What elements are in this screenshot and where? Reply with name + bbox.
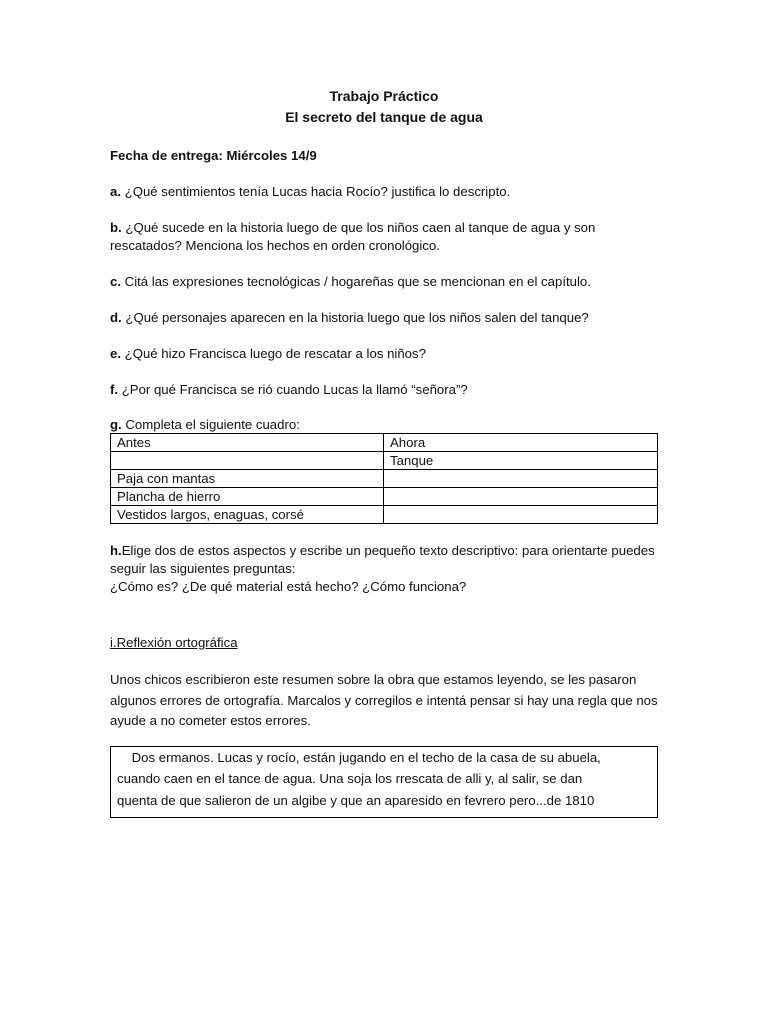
box-line: quenta de que salieron de un algibe y que an aparesido en fevrero pero...de 1810	[117, 792, 595, 808]
table-cell	[384, 488, 658, 506]
table-header: Ahora	[384, 434, 658, 452]
section-heading-ortografia: i.Reflexión ortográfica	[110, 635, 238, 650]
question-h: h.Elige dos de estos aspectos y escribe un pequeño texto descriptivo: para orientarte puedes seguir las siguientes preguntas:	[110, 543, 655, 576]
table-row	[111, 452, 658, 470]
table-header: Antes	[111, 434, 384, 452]
question-e: e. ¿Qué hizo Francisca luego de rescatar a los niños?	[110, 346, 426, 361]
table-row	[111, 506, 658, 524]
error-text-box	[110, 746, 658, 818]
question-f: f. ¿Por qué Francisca se rió cuando Lucas la llamó “señora”?	[110, 382, 468, 397]
table-cell: Tanque	[384, 452, 658, 470]
question-a: a. ¿Qué sentimientos tenía Lucas hacia Rocío? justifica lo descripto.	[110, 184, 511, 199]
table-row	[111, 470, 658, 488]
box-line: Dos ermanos. Lucas y rocío, están jugando en el techo de la casa de su abuela,	[117, 749, 601, 765]
question-c: c. Citá las expresiones tecnológicas / hogareñas que se mencionan en el capítulo.	[110, 274, 591, 289]
box-line: cuando caen en el tance de agua. Una soja los rrescata de alli y, al salir, se dan	[117, 771, 583, 786]
document-page	[110, 86, 658, 818]
comparison-table	[110, 433, 658, 524]
table-row	[111, 488, 658, 506]
due-date: Fecha de entrega: Miércoles 14/9	[110, 148, 317, 163]
table-cell	[111, 452, 384, 470]
table-cell: Paja con mantas	[111, 470, 384, 488]
question-h-prompts: ¿Cómo es? ¿De qué material está hecho? ¿Cómo funciona?	[110, 579, 467, 594]
table-cell	[384, 506, 658, 524]
ortografia-instructions: Unos chicos escribieron este resumen sobre la obra que estamos leyendo, se les pasaron algunos errores de ortografía. Marcalos y corregilos e intentá pensar si hay una regla que nos ayude a no cometer estos errores.	[110, 672, 658, 728]
table-cell	[384, 470, 658, 488]
table-cell: Plancha de hierro	[111, 488, 384, 506]
question-g: g. Completa el siguiente cuadro:	[110, 417, 300, 432]
doc-subtitle: El secreto del tanque de agua	[285, 109, 483, 125]
doc-title: Trabajo Práctico	[329, 88, 439, 104]
question-d: d. ¿Qué personajes aparecen en la historia luego que los niños salen del tanque?	[110, 310, 589, 325]
table-header-row	[111, 434, 658, 452]
table-cell: Vestidos largos, enaguas, corsé	[111, 506, 384, 524]
question-b: b. ¿Qué sucede en la historia luego de que los niños caen al tanque de agua y son rescatados? Menciona los hechos en orden cronológico.	[110, 220, 596, 253]
